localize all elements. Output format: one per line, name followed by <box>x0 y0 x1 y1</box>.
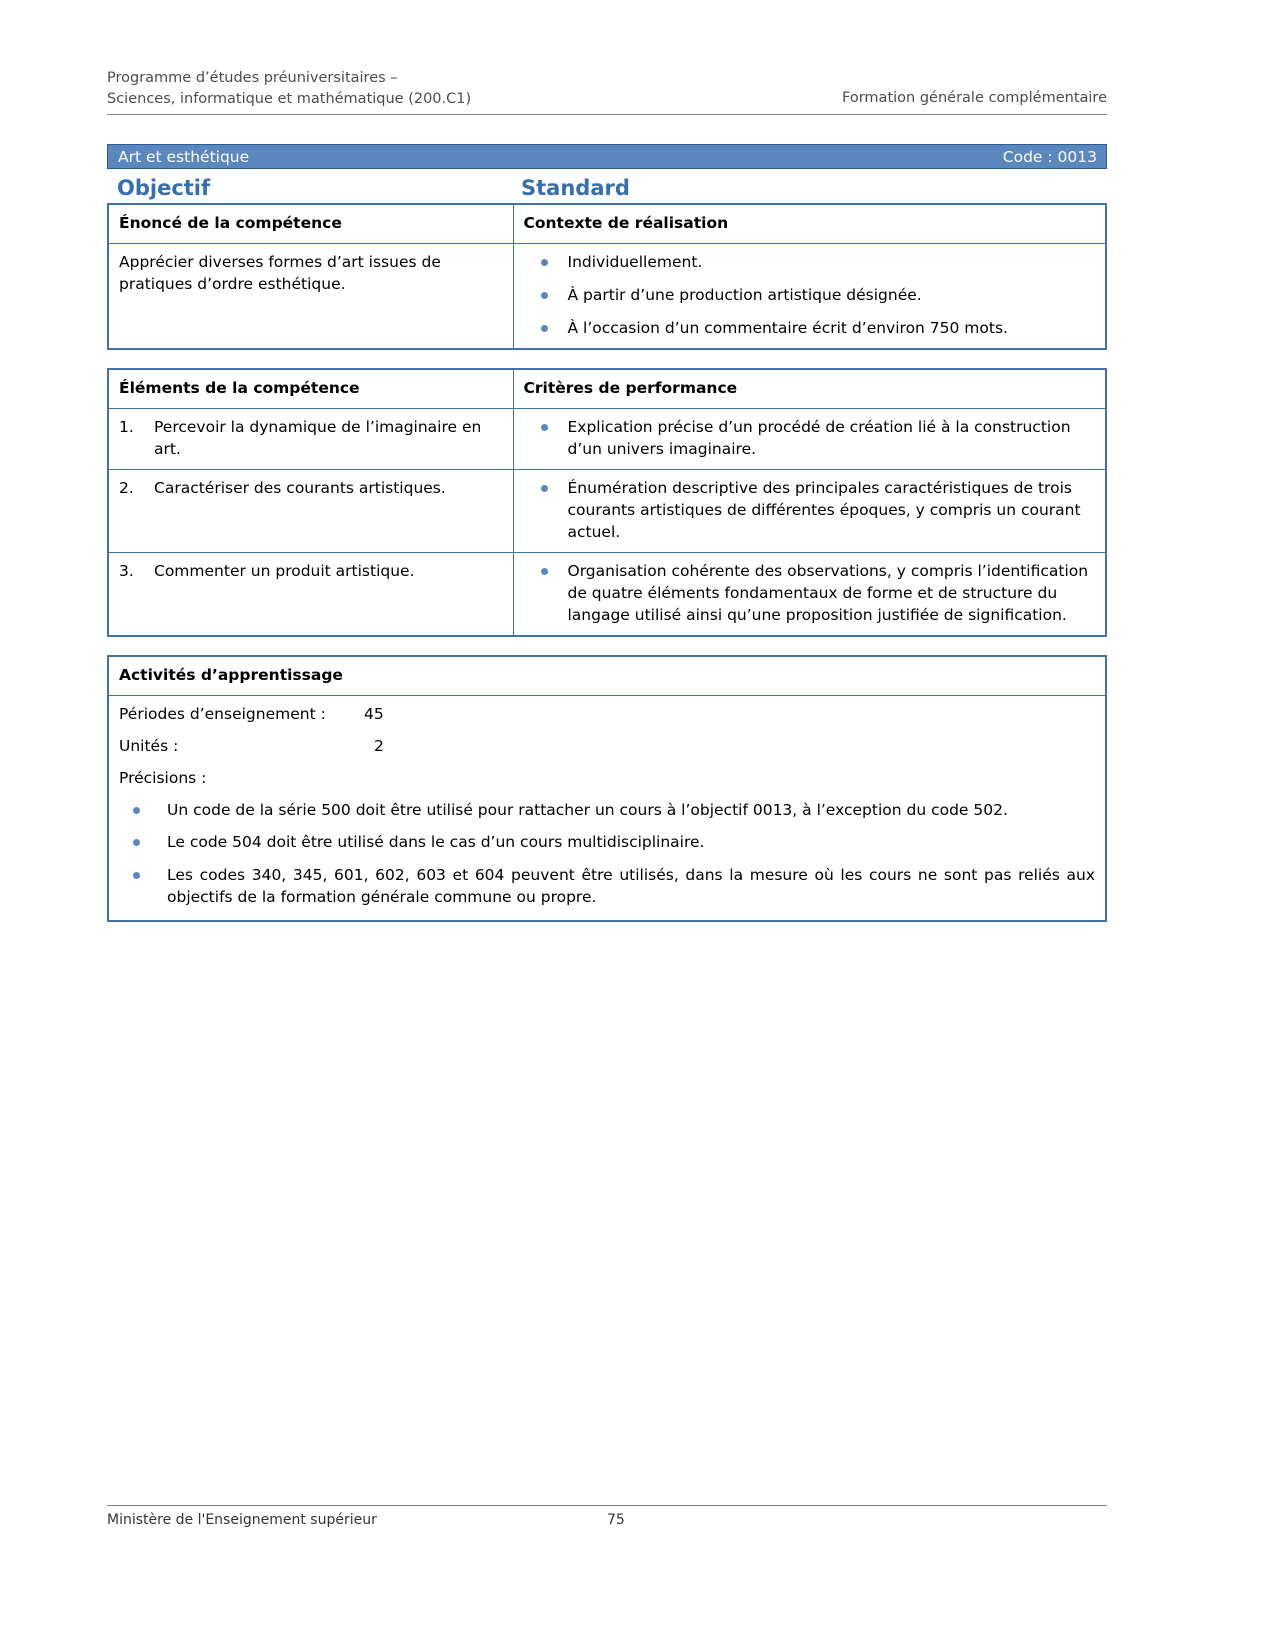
header-elements-competence: Éléments de la compétence <box>108 369 513 409</box>
cell-criteres-1 <box>513 409 1106 470</box>
list-item: Le code 504 doit être utilisé dans le cas d’un cours multidisciplinaire. <box>119 831 1095 853</box>
list-item: Les codes 340, 345, 601, 602, 603 et 604 peuvent être utilisés, dans la mesure où les cours ne sont pas reliés aux objectifs de la formation générale commune ou propre. <box>119 864 1095 909</box>
footer-divider <box>107 1505 1107 1506</box>
element-number-2 <box>119 477 503 499</box>
unites-label: Unités : <box>119 737 179 755</box>
cell-criteres-3 <box>513 553 1106 637</box>
list-item: Énumération descriptive des principales caractéristiques de trois courants artistiques de différentes époques, y compris un courant actuel. <box>524 477 1096 543</box>
table-row <box>108 553 1106 637</box>
column-headings <box>107 176 1107 200</box>
table-row <box>108 204 1106 244</box>
competency-statement-table <box>107 203 1107 350</box>
criteres-list-3 <box>524 560 1096 626</box>
table-row <box>108 470 1106 553</box>
element-number-1 <box>119 416 503 460</box>
heading-objectif: Objectif <box>117 176 211 200</box>
criteres-list-1 <box>524 416 1096 460</box>
periodes-value: 45 <box>364 705 384 723</box>
contexte-list <box>524 251 1096 339</box>
page-content <box>107 144 1107 940</box>
table-row <box>108 696 1106 921</box>
cell-element-3 <box>108 553 513 637</box>
heading-standard: Standard <box>521 176 630 200</box>
cell-criteres-2 <box>513 470 1106 553</box>
unites-row <box>119 735 1095 757</box>
header-left-text <box>107 68 471 110</box>
precisions-label: Précisions : <box>119 769 207 787</box>
cell-enonce-competence: Apprécier diverses formes d’art issues de pratiques d’ordre esthétique. <box>108 244 513 350</box>
list-item: Individuellement. <box>524 251 1096 273</box>
page-header <box>107 68 1107 115</box>
unites-value: 2 <box>374 737 384 755</box>
discipline-label: Art et esthétique <box>118 147 250 166</box>
table-row <box>108 656 1106 696</box>
table-row <box>108 369 1106 409</box>
header-program-line2: Sciences, informatique et mathématique (200.C1) <box>107 91 472 108</box>
page-footer <box>107 1505 1107 1532</box>
header-contexte-realisation: Contexte de réalisation <box>513 204 1106 244</box>
list-item: Caractériser des courants artistiques. <box>154 479 446 497</box>
table-row <box>108 244 1106 350</box>
header-enonce-competence: Énoncé de la compétence <box>108 204 513 244</box>
criteres-list-2 <box>524 477 1096 543</box>
competency-code: Code : 0013 <box>1002 147 1097 166</box>
header-right-text: Formation générale complémentaire <box>842 90 1107 107</box>
footer-ministry: Ministère de l'Enseignement supérieur <box>107 1512 377 1528</box>
precisions-list <box>119 799 1095 909</box>
competency-title-bar <box>107 144 1107 169</box>
competency-elements-table <box>107 368 1107 637</box>
cell-activites-content <box>108 696 1106 921</box>
list-item: Organisation cohérente des observations, y compris l’identification de quatre éléments fondamentaux de forme et de structure du langage utilisé ainsi qu’une proposition justifiée de signification. <box>524 560 1096 626</box>
header-criteres-performance: Critères de performance <box>513 369 1106 409</box>
periodes-label: Périodes d’enseignement : <box>119 705 326 723</box>
list-item: Un code de la série 500 doit être utilisé pour rattacher un cours à l’objectif 0013, à l’exception du code 502. <box>119 799 1095 821</box>
list-item: À partir d’une production artistique désignée. <box>524 284 1096 306</box>
cell-element-2 <box>108 470 513 553</box>
table-row <box>108 409 1106 470</box>
header-activites-apprentissage: Activités d’apprentissage <box>108 656 1106 696</box>
list-item: Commenter un produit artistique. <box>154 562 415 580</box>
list-item: À l’occasion d’un commentaire écrit d’environ 750 mots. <box>524 317 1096 339</box>
cell-element-1 <box>108 409 513 470</box>
element-number-3 <box>119 560 503 582</box>
list-item: Explication précise d’un procédé de création lié à la construction d’un univers imaginaire. <box>524 416 1096 460</box>
header-program-line1: Programme d’études préuniversitaires – <box>107 70 398 86</box>
periodes-row <box>119 703 1095 725</box>
list-item: Percevoir la dynamique de l’imaginaire en art. <box>154 418 482 458</box>
learning-activities-table <box>107 655 1107 922</box>
cell-contexte-realisation <box>513 244 1106 350</box>
footer-page-number: 75 <box>607 1512 625 1528</box>
